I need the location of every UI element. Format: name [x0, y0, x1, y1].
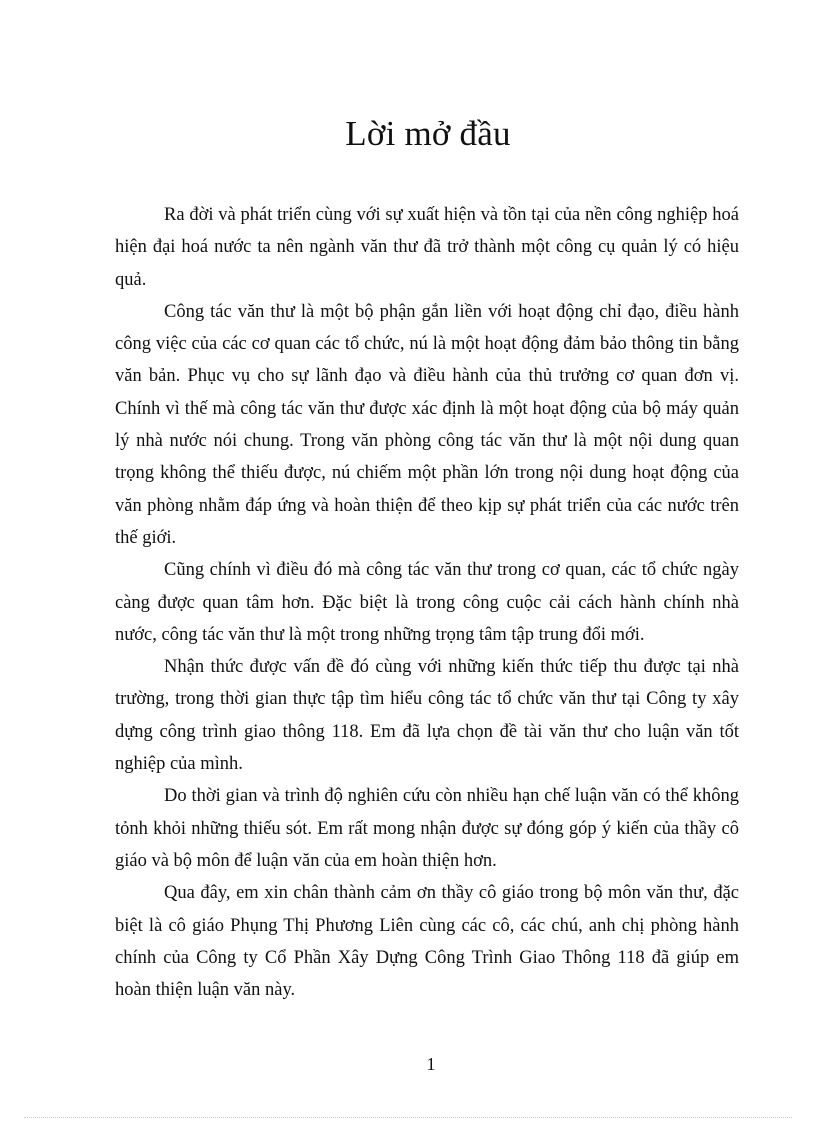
- paragraph-3: Cũng chính vì điều đó mà công tác văn thư trong cơ quan, các tổ chức ngày càng được quan tâm hơn. Đặc biệt là trong công cuộc cải cách hành chính nhà nước, công tác văn thư là một trong những trọng tâm tập trung đổi mới.: [115, 560, 739, 645]
- page-number: 1: [426, 1054, 436, 1074]
- paragraph-2: Công tác văn thư là một bộ phận gắn liền với hoạt động chỉ đạo, điều hành công việc của các cơ quan các tổ chức, nú là một hoạt động đảm bảo thông tin bằng văn bản. Phục vụ cho sự lãnh đạo và điều hành của thủ trưởng cơ quan đơn vị. Chính vì thế mà công tác văn thư được xác định là một hoạt động của bộ máy quản lý nhà nước nói chung. Trong văn phòng công tác văn thư là một nội dung quan trọng không thể thiếu được, nú chiếm một phần lớn trong nội dung hoạt động của văn phòng nhằm đáp ứng và hoàn thiện để theo kịp sự phát triển của các nước trên thế giới.: [115, 301, 739, 548]
- document-body: [115, 199, 739, 1006]
- paragraph-6: Qua đây, em xin chân thành cảm ơn thầy cô giáo trong bộ môn văn thư, đặc biệt là cô giáo Phụng Thị Phương Liên cùng các cô, các chú, anh chị phòng hành chính của Công ty Cổ Phần Xây Dựng Công Trình Giao Thông 118 đã giúp em hoàn thiện luận văn này.: [115, 883, 739, 1001]
- page-bottom-divider: [24, 1117, 792, 1118]
- page-title: Lời mở đầu: [345, 114, 511, 153]
- paragraph-4: Nhận thức được vấn đề đó cùng với những kiến thức tiếp thu được tại nhà trường, trong thời gian thực tập tìm hiểu công tác tổ chức văn thư tại Công ty xây dựng công trình giao thông 118. Em đã lựa chọn đề tài văn thư cho luận văn tốt nghiệp của mình.: [115, 657, 739, 775]
- paragraph-1: Ra đời và phát triển cùng với sự xuất hiện và tồn tại của nền công nghiệp hoá hiện đại hoá nước ta nên ngành văn thư đã trở thành một công cụ quản lý có hiệu quả.: [115, 205, 739, 290]
- paragraph-5: Do thời gian và trình độ nghiên cứu còn nhiều hạn chế luận văn có thể không tỏnh khỏi những thiếu sót. Em rất mong nhận được sự đóng góp ý kiến của thầy cô giáo và bộ môn để luận văn của em hoàn thiện hơn.: [115, 786, 739, 871]
